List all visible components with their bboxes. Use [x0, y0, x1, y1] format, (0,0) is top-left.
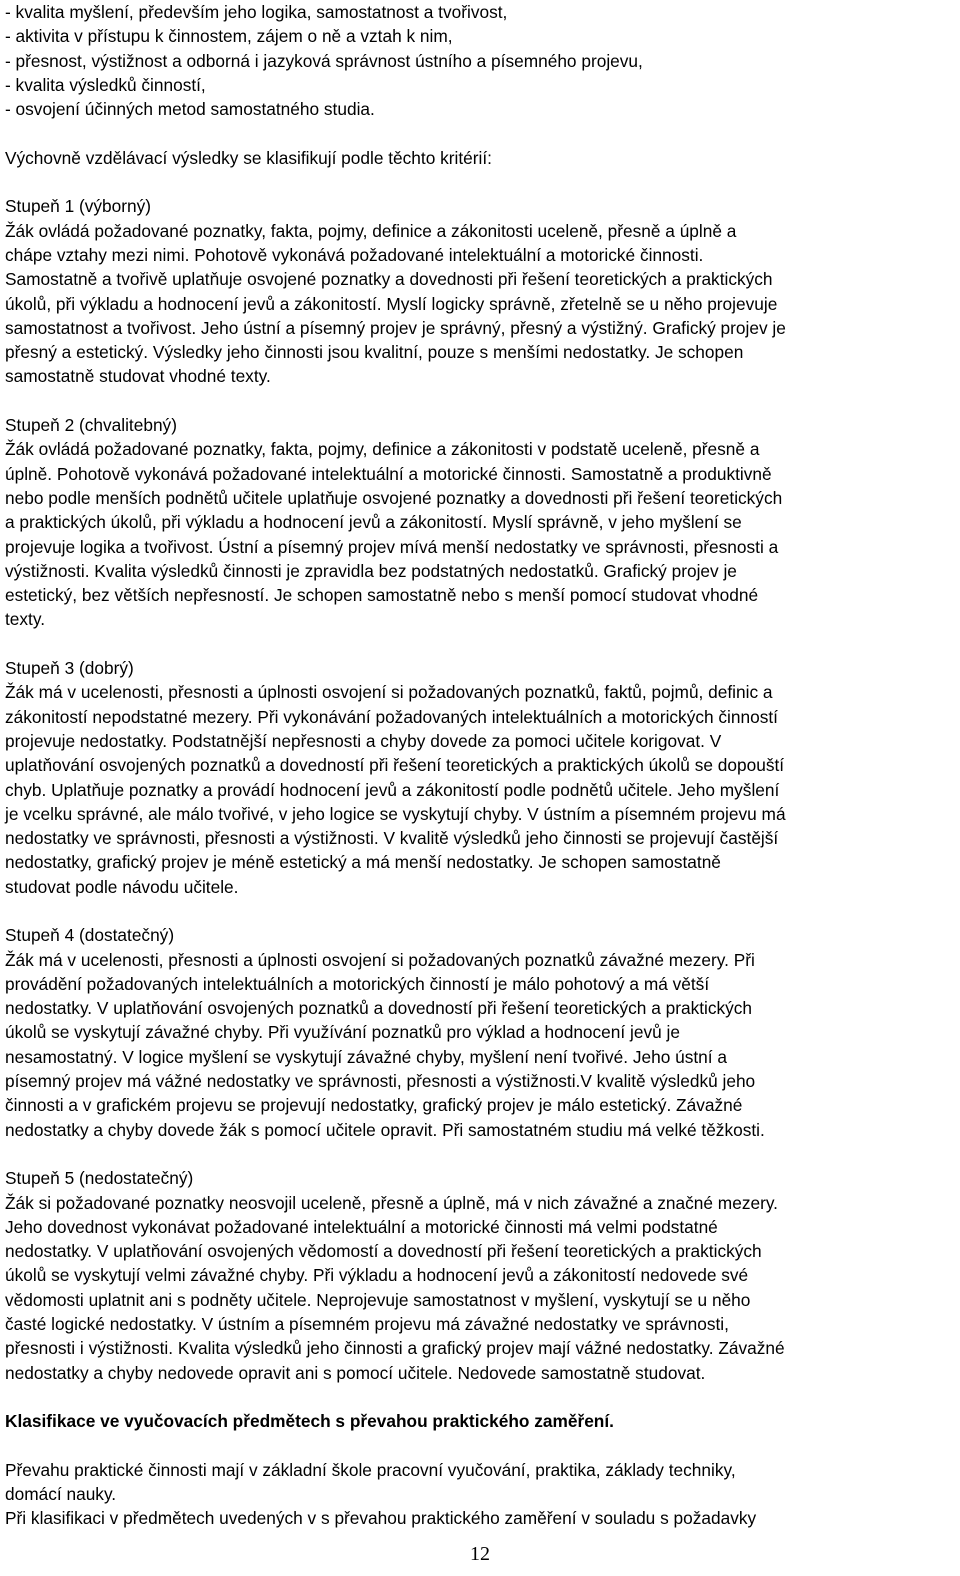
text-line: domácí nauky.: [5, 1484, 117, 1505]
text-line: Stupeň 5 (nedostatečný): [5, 1168, 194, 1189]
text-line: Převahu praktické činnosti mají v základní škole pracovní vyučování, praktika, základy techniky,: [5, 1459, 736, 1480]
text-line: písemný projev má vážné nedostatky ve správnosti, přesnosti a výstižnosti.V kvalitě výsledků jeho: [5, 1071, 756, 1092]
paragraph-gap: [5, 1434, 955, 1458]
paragraph-gap: [5, 632, 955, 656]
paragraph-gap: [5, 1142, 955, 1166]
text-line: úkolů se vyskytují závažné chyby. Při využívání poznatků pro výklad a hodnocení jevů je: [5, 1022, 680, 1043]
text-line: Žák ovládá požadované poznatky, fakta, pojmy, definice a zákonitosti uceleně, přesně a úplně a: [5, 220, 737, 241]
text-line: Stupeň 2 (chvalitebný): [5, 415, 177, 436]
section-heading: Klasifikace ve vyučovacích předmětech s převahou praktického zaměření.: [5, 1411, 614, 1432]
text-line: činnosti a v grafickém projevu se projevují nedostatky, grafický projev je málo estetický. Závažné: [5, 1095, 743, 1116]
text-line: - aktivita v přístupu k činnostem, zájem o ně a vztah k nim,: [5, 26, 453, 47]
text-line: projevuje nedostatky. Podstatnější nepřesnosti a chyby dovede za pomoci učitele korigovat. V: [5, 730, 722, 751]
text-line: - osvojení účinných metod samostatného studia.: [5, 99, 375, 120]
text-line: - kvalita výsledků činností,: [5, 74, 206, 95]
text-line: nedostatky ve správnosti, přesnosti a výstižnosti. V kvalitě výsledků jeho činnosti se projevují častější: [5, 828, 779, 849]
text-line: je vcelku správné, ale málo tvořivé, v jeho logice se vyskytují chyby. V ústním a písemném projevu má: [5, 803, 786, 824]
text-line: projevuje logika a tvořivost. Ústní a písemný projev mívá menší nedostatky ve správnosti, přesnosti a: [5, 536, 779, 557]
text-line: úkolů, při výkladu a hodnocení jevů a zákonitostí. Myslí logicky správně, zřetelně se u něho projevuje: [5, 293, 778, 314]
text-line: chyb. Uplatňuje poznatky a provádí hodnocení jevů a zákonitostí podle podnětů učitele. Jeho myšlení: [5, 779, 780, 800]
text-line: nedostatky a chyby nedovede opravit ani s pomocí učitele. Nedovede samostatně studovat.: [5, 1362, 706, 1383]
text-line: Žák má v ucelenosti, přesnosti a úplnosti osvojení si požadovaných poznatků závažné mezery. Při: [5, 949, 755, 970]
text-line: přesný a estetický. Výsledky jeho činnosti jsou kvalitní, pouze s menšími nedostatky. Je schopen: [5, 342, 744, 363]
text-line: a praktických úkolů, při výkladu a hodnocení jevů a zákonitostí. Myslí správně, v jeho myšlení se: [5, 512, 742, 533]
text-line: vědomosti uplatnit ani s podněty učitele. Neprojevuje samostatnost v myšlení, vyskytují se u něho: [5, 1289, 751, 1310]
text-line: Stupeň 3 (dobrý): [5, 658, 134, 679]
text-line: Při klasifikaci v předmětech uvedených v s převahou praktického zaměření v souladu s požadavky: [5, 1508, 757, 1529]
paragraph-gap: [5, 170, 955, 194]
document-page: [5, 0, 955, 1531]
text-line: Stupeň 1 (výborný): [5, 196, 152, 217]
text-line: Žák si požadované poznatky neosvojil uceleně, přesně a úplně, má v nich závažné a značné mezery.: [5, 1192, 778, 1213]
text-line: časté logické nedostatky. V ústním a písemném projevu má závažné nedostatky ve správnosti,: [5, 1314, 729, 1335]
text-line: úkolů se vyskytují velmi závažné chyby. Při výkladu a hodnocení jevů a zákonitostí nedovede své: [5, 1265, 749, 1286]
paragraph-gap: [5, 389, 955, 413]
text-line: studovat podle návodu učitele.: [5, 876, 239, 897]
text-line: Žák ovládá požadované poznatky, fakta, pojmy, definice a zákonitosti v podstatě uceleně, přesně a: [5, 439, 760, 460]
text-line: nedostatky. V uplatňování osvojených poznatků a dovedností při řešení teoretických a praktických: [5, 998, 753, 1019]
text-line: zákonitostí nepodstatné mezery. Při vykonávání požadovaných intelektuálních a motorických činností: [5, 706, 778, 727]
text-line: Žák má v ucelenosti, přesnosti a úplnosti osvojení si požadovaných poznatků, faktů, pojmů, definic a: [5, 682, 773, 703]
paragraph-gap: [5, 121, 955, 145]
text-line: Stupeň 4 (dostatečný): [5, 925, 175, 946]
text-line: Jeho dovednost vykonávat požadované intelektuální a motorické činnosti má velmi podstatné: [5, 1216, 718, 1237]
text-line: provádění požadovaných intelektuálních a motorických činností je málo pohotový a má větší: [5, 973, 710, 994]
text-line: texty.: [5, 609, 46, 630]
text-line: estetický, bez větších nepřesností. Je schopen samostatně nebo s menší pomocí studovat vhodné: [5, 585, 759, 606]
text-line: nedostatky. V uplatňování osvojených vědomostí a dovedností při řešení teoretických a praktických: [5, 1241, 762, 1262]
paragraph-gap: [5, 1385, 955, 1409]
text-line: samostatnost a tvořivost. Jeho ústní a písemný projev je správný, přesný a výstižný. Grafický projev je: [5, 317, 786, 338]
text-line: chápe vztahy mezi nimi. Pohotově vykonává požadované intelektuální a motorické činnosti.: [5, 244, 704, 265]
text-line: nedostatky a chyby dovede žák s pomocí učitele opravit. Při samostatném studiu má velké těžkosti.: [5, 1119, 765, 1140]
text-line: nedostatky, grafický projev je méně estetický a má menší nedostatky. Je schopen samostatně: [5, 852, 721, 873]
text-line: nesamostatný. V logice myšlení se vyskytují závažné chyby, myšlení není tvořivé. Jeho ústní a: [5, 1046, 727, 1067]
page-number: 12: [470, 1543, 490, 1565]
text-line: úplně. Pohotově vykonává požadované intelektuální a motorické činnosti. Samostatně a produktivně: [5, 463, 772, 484]
paragraph-gap: [5, 899, 955, 923]
text-line: výstižnosti. Kvalita výsledků činnosti je zpravidla bez podstatných nedostatků. Grafický projev je: [5, 560, 737, 581]
text-line: samostatně studovat vhodné texty.: [5, 366, 271, 387]
text-line: Výchovně vzdělávací výsledky se klasifikují podle těchto kritérií:: [5, 147, 492, 168]
text-line: přesnosti i výstižnosti. Kvalita výsledků jeho činnosti a grafický projev mají vážné nedostatky. Závažné: [5, 1338, 785, 1359]
text-line: Samostatně a tvořivě uplatňuje osvojené poznatky a dovednosti při řešení teoretických a praktických: [5, 269, 773, 290]
text-line: - kvalita myšlení, především jeho logika, samostatnost a tvořivost,: [5, 2, 508, 22]
text-line: nebo podle menších podnětů učitele uplatňuje osvojené poznatky a dovednosti při řešení teoretických: [5, 487, 783, 508]
text-line: - přesnost, výstižnost a odborná i jazyková správnost ústního a písemného projevu,: [5, 50, 643, 71]
text-line: uplatňování osvojených poznatků a dovedností při řešení teoretických a praktických úkolů se dopouští: [5, 755, 785, 776]
